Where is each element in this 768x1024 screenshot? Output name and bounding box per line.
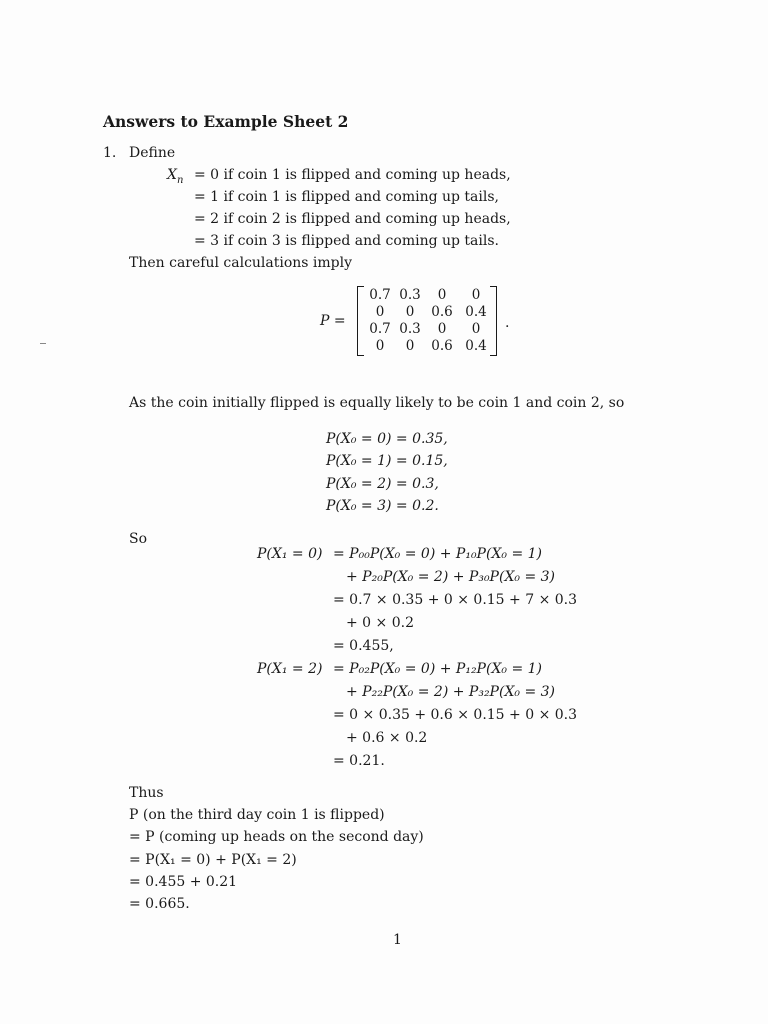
initial-dist-line: P(X₀ = 3) = 0.2. (326, 498, 439, 514)
scan-speck (40, 343, 46, 344)
right-bracket (490, 286, 497, 356)
matrix-cell: 0 (437, 287, 447, 303)
calc2-lhs: P(X₁ = 2) (257, 661, 323, 677)
matrix-cell: 0.7 (369, 321, 391, 337)
matrix-cell: 0 (405, 338, 415, 354)
matrix-cell: 0 (375, 338, 385, 354)
page-number: 1 (393, 932, 402, 948)
calc1-line: = 0.7 × 0.35 + 0 × 0.15 + 7 × 0.3 (333, 592, 578, 608)
left-bracket (357, 286, 364, 356)
matrix-cell: 0 (471, 321, 481, 337)
matrix-cell: 0.6 (431, 304, 453, 320)
calc1-line: + 0 × 0.2 (346, 615, 414, 631)
item-number: 1. (103, 145, 117, 161)
conclusion-line: P (on the third day coin 1 is flipped) (129, 807, 385, 823)
calc1-line: + P₂₀P(X₀ = 2) + P₃₀P(X₀ = 3) (346, 569, 556, 585)
definition-line: = 3 if coin 3 is flipped and coming up tails. (194, 233, 499, 249)
conclusion-line: = 0.665. (129, 896, 190, 912)
matrix-cell: 0.3 (399, 287, 421, 303)
matrix-label: P = (320, 313, 346, 329)
conclusion-line: = P(X₁ = 0) + P(X₁ = 2) (129, 852, 297, 868)
matrix-cell: 0 (437, 321, 447, 337)
define-label: Define (129, 145, 176, 161)
matrix-cell: 0 (405, 304, 415, 320)
thus-label: Thus (129, 785, 164, 801)
definition-lhs: $X_n$ (167, 167, 184, 186)
initial-dist-line: P(X₀ = 2) = 0.3, (326, 476, 439, 492)
then-text: Then careful calculations imply (129, 255, 353, 271)
calc2-line: = P₀₂P(X₀ = 0) + P₁₂P(X₀ = 1) (333, 661, 543, 677)
calc2-line: = 0 × 0.35 + 0.6 × 0.15 + 0 × 0.3 (333, 707, 578, 723)
calc1-lhs: P(X₁ = 0) (257, 546, 323, 562)
calc2-line: + P₂₂P(X₀ = 2) + P₃₂P(X₀ = 3) (346, 684, 556, 700)
calc1-line: = P₀₀P(X₀ = 0) + P₁₀P(X₀ = 1) (333, 546, 543, 562)
matrix-cell: 0.7 (369, 287, 391, 303)
initial-dist-line: P(X₀ = 0) = 0.35, (326, 431, 448, 447)
calc2-line: + 0.6 × 0.2 (346, 730, 428, 746)
matrix-cell: 0 (471, 287, 481, 303)
matrix-cell: 0.3 (399, 321, 421, 337)
initial-text: As the coin initially flipped is equally likely to be coin 1 and coin 2, so (129, 395, 625, 411)
definition-line: = 2 if coin 2 is flipped and coming up heads, (194, 211, 511, 227)
matrix-cell: 0.4 (465, 338, 487, 354)
matrix-grid (365, 287, 493, 355)
matrix-cell: 0 (375, 304, 385, 320)
definition-line: = 0 if coin 1 is flipped and coming up heads, (194, 167, 511, 183)
conclusion-line: = 0.455 + 0.21 (129, 874, 238, 890)
so-label: So (129, 531, 148, 547)
calc1-line: = 0.455, (333, 638, 394, 654)
page-title: Answers to Example Sheet 2 (103, 112, 349, 131)
calc2-line: = 0.21. (333, 753, 385, 769)
matrix-cell: 0.4 (465, 304, 487, 320)
transition-matrix (357, 286, 497, 356)
definition-line: = 1 if coin 1 is flipped and coming up tails, (194, 189, 499, 205)
conclusion-line: = P (coming up heads on the second day) (129, 829, 424, 845)
matrix-cell: 0.6 (431, 338, 453, 354)
initial-dist-line: P(X₀ = 1) = 0.15, (326, 453, 448, 469)
matrix-trailing: . (505, 315, 510, 331)
